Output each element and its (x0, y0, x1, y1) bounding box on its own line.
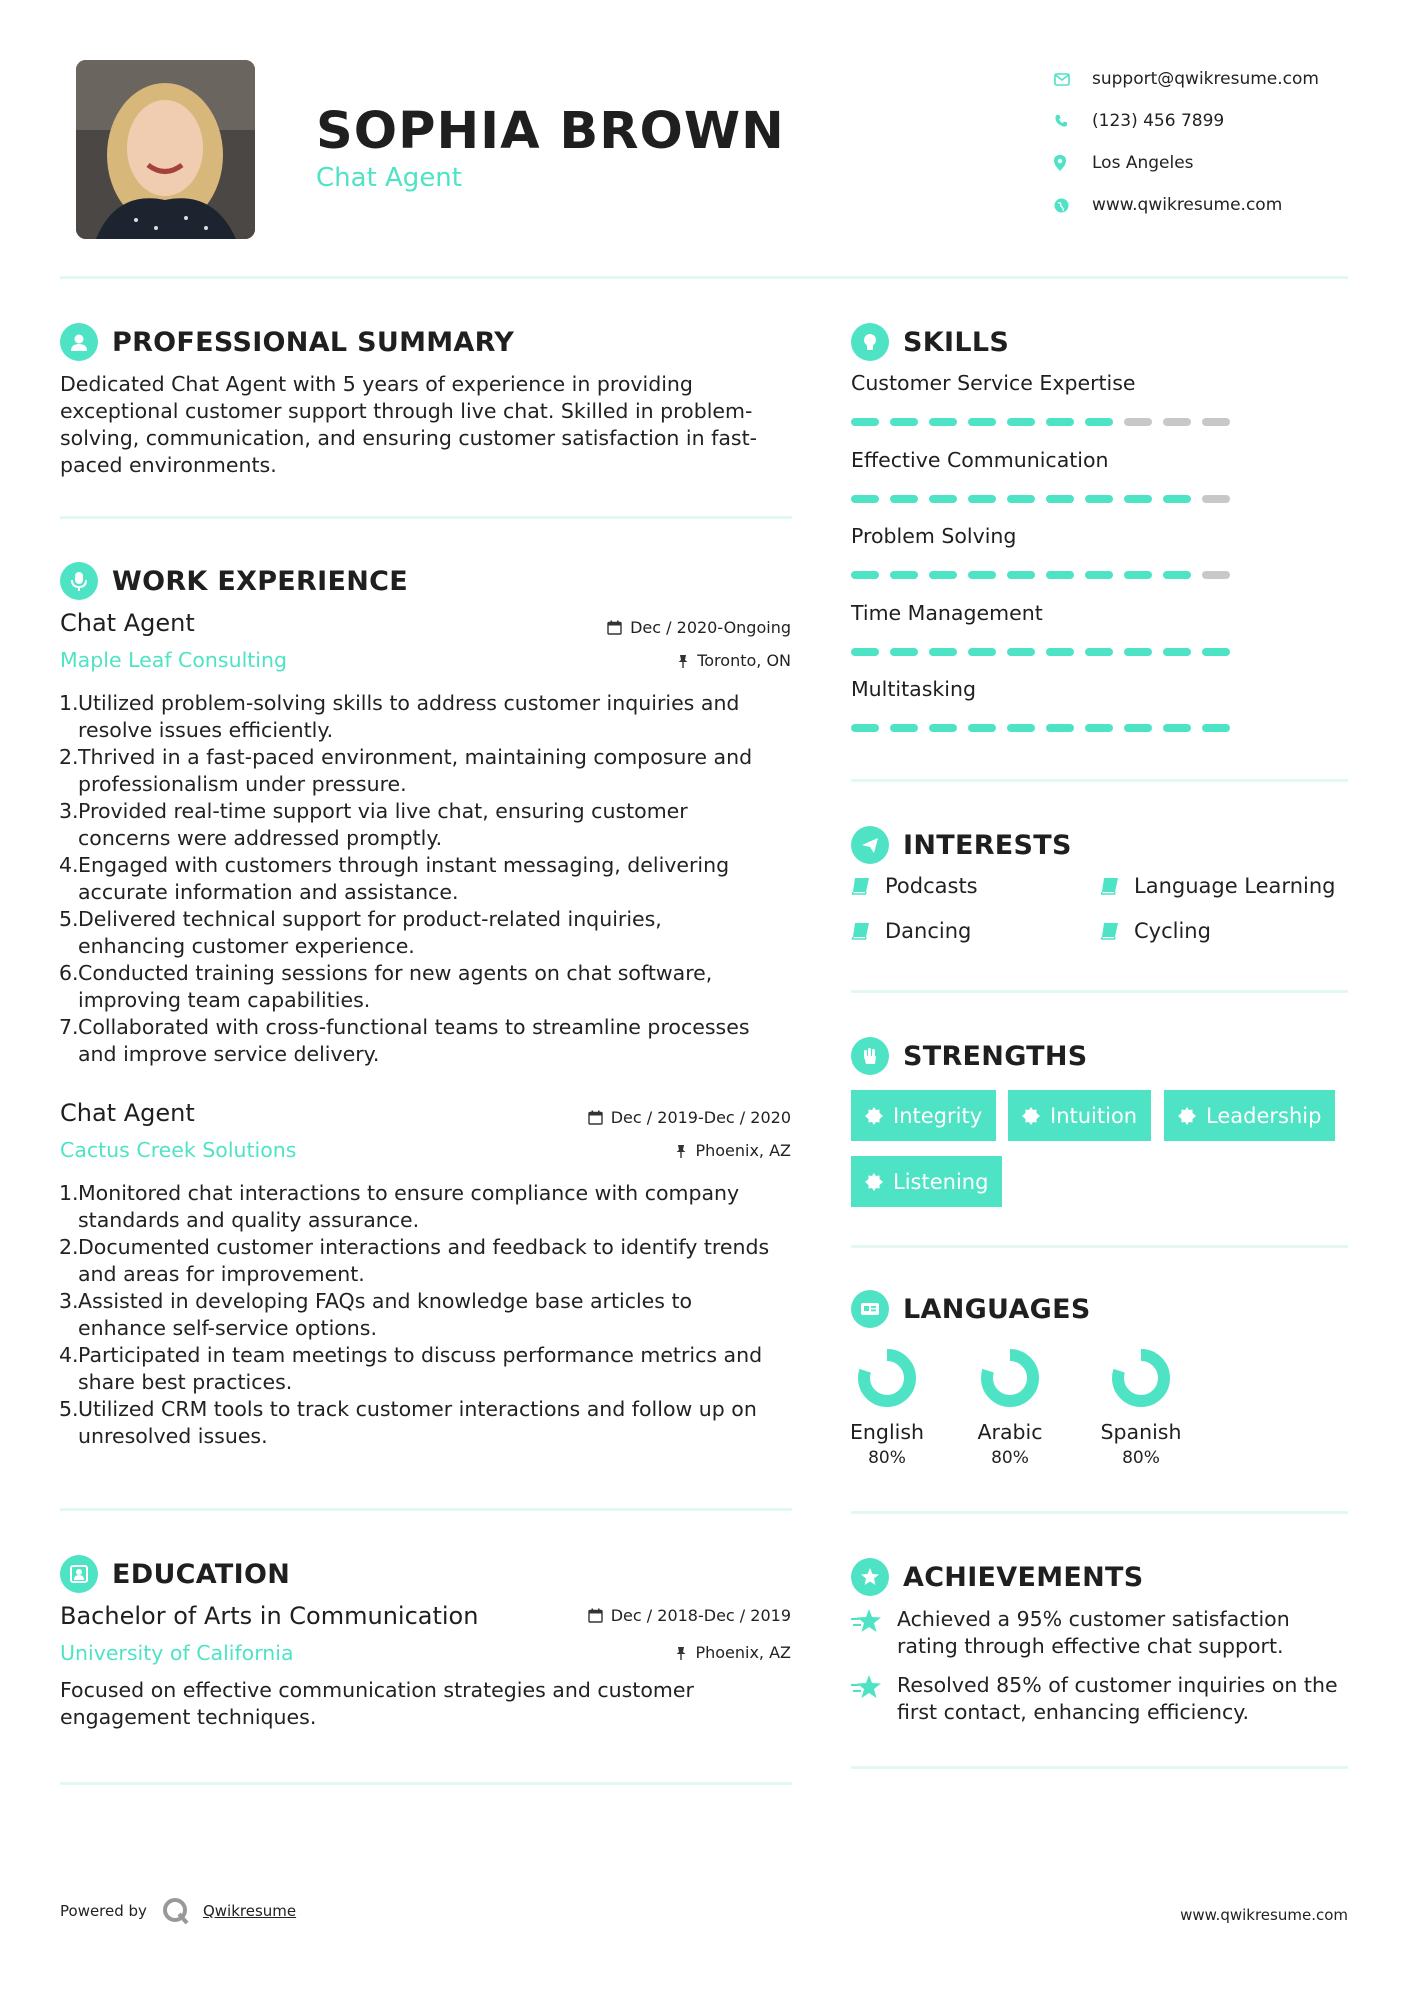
job-title: Chat Agent (60, 609, 195, 637)
interest-item (1100, 919, 1211, 943)
skill-dash-filled (890, 495, 918, 503)
list-item: 4. Engaged with customers through instant messaging, delivering accurate information and assistance. (59, 853, 730, 904)
skill-dash-filled (1007, 495, 1035, 503)
language-ring (978, 1346, 1042, 1410)
microphone-icon (60, 562, 98, 600)
interest-item (851, 874, 978, 898)
language-name: Arabic (977, 1420, 1043, 1444)
skill-dash-filled (1124, 648, 1152, 656)
strength-label: Listening (893, 1169, 989, 1194)
job-location-text: Toronto, ON (697, 651, 791, 670)
interest-label: Cycling (1134, 919, 1211, 943)
star-icon (851, 1608, 883, 1636)
skill-dash-filled (968, 724, 996, 732)
job-company: Maple Leaf Consulting (60, 648, 288, 672)
skill-dash-empty (1124, 418, 1152, 426)
section-divider (851, 1245, 1348, 1248)
language-name: English (849, 1420, 925, 1444)
education-date-text: Dec / 2018-Dec / 2019 (610, 1606, 791, 1625)
skill-dash-filled (1085, 495, 1113, 503)
skill-dash-empty (1202, 418, 1230, 426)
book-icon (1100, 922, 1120, 940)
achievement-line: Resolved 85% of customer inquiries on the (897, 1673, 1338, 1697)
list-item: 3. Assisted in developing FAQs and knowledge base articles to enhance self-service options. (59, 1289, 693, 1340)
skill-dash-filled (1163, 571, 1191, 579)
strengths-title: STRENGTHS (903, 1040, 1088, 1072)
book-icon (1100, 877, 1120, 895)
contact-location-text: Los Angeles (1092, 153, 1194, 173)
list-item: 1. Monitored chat interactions to ensure compliance with company standards and quality assurance. (59, 1181, 740, 1232)
section-divider (851, 1511, 1348, 1514)
education-title: EDUCATION (112, 1558, 291, 1590)
paper-plane-icon (851, 826, 889, 864)
list-item: 1. Utilized problem-solving skills to address customer inquiries and resolve issues efficiently. (59, 691, 740, 742)
skill-dash-filled (1124, 724, 1152, 732)
language-percent: 80% (1122, 1448, 1160, 1468)
skill-dash-filled (1124, 571, 1152, 579)
job-location (675, 1141, 791, 1160)
strength-label: Leadership (1206, 1103, 1322, 1128)
contact-list (1054, 58, 1319, 226)
summary-line: Dedicated Chat Agent with 5 years of experience in providing (60, 372, 693, 396)
lightbulb-icon (851, 323, 889, 361)
strength-label: Integrity (893, 1103, 983, 1128)
job-title: Chat Agent (60, 1099, 195, 1127)
achievement-line: Achieved a 95% customer satisfaction (897, 1607, 1290, 1631)
education-heading (60, 1555, 290, 1593)
skill-dash-filled (1085, 648, 1113, 656)
languages-title: LANGUAGES (903, 1293, 1091, 1325)
list-item: 2. Documented customer interactions and feedback to identify trends and areas for improvement. (59, 1235, 770, 1286)
achievements-title: ACHIEVEMENTS (903, 1561, 1144, 1593)
interest-label: Dancing (885, 919, 972, 943)
qwikresume-link[interactable]: Qwikresume (202, 1902, 297, 1920)
summary-line: exceptional customer support through live chat. Skilled in problem- (60, 399, 753, 423)
language-item (1096, 1346, 1186, 1468)
list-item: 5. Utilized CRM tools to track customer interactions and follow up on unresolved issues. (59, 1397, 757, 1448)
contact-location (1054, 142, 1319, 184)
skill-dash-filled (890, 571, 918, 579)
interests-title: INTERESTS (903, 829, 1072, 861)
candidate-role: Chat Agent (316, 163, 462, 193)
skill-dash-filled (1046, 571, 1074, 579)
job-date-text: Dec / 2020-Ongoing (630, 618, 791, 637)
interests-heading (851, 826, 1072, 864)
strength-tag (851, 1090, 996, 1141)
list-item: 4. Participated in team meetings to discuss performance metrics and share best practices. (59, 1343, 763, 1394)
profile-photo (76, 60, 255, 239)
skill-dash-filled (968, 418, 996, 426)
list-item: 5. Delivered technical support for product-related inquiries, enhancing customer experience. (59, 907, 662, 958)
language-item (842, 1346, 932, 1468)
skill-name: Problem Solving (851, 524, 1017, 548)
language-name: Spanish (1100, 1420, 1182, 1444)
skill-level-bar (851, 571, 1241, 579)
job-date (588, 1108, 791, 1127)
id-card-icon (851, 1290, 889, 1328)
education-line: Focused on effective communication strategies and customer (60, 1678, 694, 1702)
skill-name: Time Management (851, 600, 1043, 625)
interest-item (1100, 874, 1335, 898)
skill-dash-filled (1007, 648, 1035, 656)
language-item (965, 1346, 1055, 1468)
education-description (60, 1677, 800, 1731)
person-icon (60, 323, 98, 361)
skill-level-bar (851, 724, 1241, 732)
skill-dash-filled (1085, 571, 1113, 579)
envelope-icon (1054, 73, 1092, 86)
degree-title: Bachelor of Arts in Communication (60, 1602, 479, 1630)
language-percent: 80% (868, 1448, 906, 1468)
footer-url[interactable]: www.qwikresume.com (1180, 1906, 1348, 1924)
summary-line: solving, communication, and ensuring customer satisfaction in fast- (60, 426, 757, 450)
job-responsibilities (60, 1180, 800, 1450)
strength-tag (1164, 1090, 1335, 1141)
section-divider (60, 1782, 792, 1785)
skill-dash-filled (851, 571, 879, 579)
contact-email[interactable] (1054, 58, 1319, 100)
skill-dash-filled (1046, 495, 1074, 503)
skill-dash-filled (851, 495, 879, 503)
skill-dash-filled (1202, 648, 1230, 656)
skill-dash-filled (1046, 648, 1074, 656)
language-ring-arc (1118, 1355, 1164, 1401)
interest-label: Language Learning (1134, 874, 1336, 898)
achievements-heading (851, 1558, 1144, 1596)
languages-heading (851, 1290, 1091, 1328)
skill-dash-filled (968, 495, 996, 503)
skill-dash-empty (1202, 571, 1230, 579)
education-date (588, 1606, 791, 1625)
skill-dash-filled (1046, 418, 1074, 426)
section-divider (851, 1766, 1348, 1769)
skill-level-bar (851, 418, 1241, 426)
strength-tag (851, 1156, 1002, 1207)
skill-dash-filled (890, 724, 918, 732)
phone-icon (1054, 114, 1092, 128)
skill-dash-filled (929, 418, 957, 426)
strengths-heading (851, 1037, 1088, 1075)
star-badge-icon (851, 1558, 889, 1596)
language-percent: 80% (991, 1448, 1029, 1468)
strength-tag (1008, 1090, 1151, 1141)
skill-dash-filled (929, 648, 957, 656)
skill-dash-filled (851, 418, 879, 426)
experience-title: WORK EXPERIENCE (112, 565, 408, 597)
hand-icon (851, 1037, 889, 1075)
summary-title: PROFESSIONAL SUMMARY (112, 326, 515, 358)
skill-dash-filled (1163, 648, 1191, 656)
interest-item (851, 919, 971, 943)
pushpin-icon (675, 1144, 687, 1158)
graduate-icon (60, 1555, 98, 1593)
skill-dash-filled (1202, 724, 1230, 732)
badge-icon (1022, 1107, 1040, 1125)
skills-title: SKILLS (903, 326, 1010, 358)
language-ring-arc (987, 1355, 1033, 1401)
skill-dash-filled (1163, 724, 1191, 732)
interest-label: Podcasts (885, 874, 978, 898)
summary-heading (60, 323, 514, 361)
skill-dash-filled (1007, 418, 1035, 426)
powered-by-label: Powered by (60, 1902, 147, 1920)
contact-phone-text: (123) 456 7899 (1092, 111, 1225, 131)
summary-line: paced environments. (60, 453, 277, 477)
skill-dash-filled (851, 648, 879, 656)
skills-heading (851, 323, 1009, 361)
book-icon (851, 877, 871, 895)
header-divider (60, 276, 1348, 279)
skill-dash-filled (968, 648, 996, 656)
summary-text (60, 371, 800, 479)
job-date-text: Dec / 2019-Dec / 2020 (610, 1108, 791, 1127)
experience-heading (60, 562, 408, 600)
skill-dash-filled (1007, 571, 1035, 579)
skill-dash-filled (1163, 495, 1191, 503)
globe-icon (1054, 198, 1092, 213)
qwikresume-logo-icon (161, 1896, 191, 1926)
section-divider (60, 516, 792, 519)
skill-dash-filled (1085, 724, 1113, 732)
skill-name: Multitasking (851, 677, 976, 701)
skill-name: Effective Communication (851, 447, 1109, 472)
footer-powered-by (60, 1896, 296, 1926)
skill-dash-empty (1202, 495, 1230, 503)
list-item: 2. Thrived in a fast-paced environment, maintaining composure and professionalism under pressure. (59, 745, 753, 796)
list-item: 6. Conducted training sessions for new agents on chat software, improving team capabilities. (59, 961, 713, 1012)
section-divider (851, 990, 1348, 993)
skill-dash-filled (929, 495, 957, 503)
section-divider (851, 779, 1348, 782)
job-date (607, 618, 791, 637)
contact-website[interactable] (1054, 184, 1319, 226)
badge-icon (865, 1173, 883, 1191)
skill-dash-filled (929, 724, 957, 732)
job-location (677, 651, 791, 670)
badge-icon (865, 1107, 883, 1125)
pushpin-icon (675, 1646, 687, 1660)
skill-dash-filled (968, 571, 996, 579)
skill-dash-filled (1085, 418, 1113, 426)
skill-dash-filled (1007, 724, 1035, 732)
language-ring (1109, 1346, 1173, 1410)
candidate-name: SOPHIA BROWN (316, 102, 785, 161)
star-icon (851, 1674, 883, 1702)
achievement-line: rating through effective chat support. (897, 1634, 1284, 1658)
skill-dash-filled (1046, 724, 1074, 732)
location-pin-icon (1054, 155, 1092, 171)
contact-phone[interactable] (1054, 100, 1319, 142)
calendar-icon (588, 1110, 603, 1125)
skill-level-bar (851, 648, 1241, 656)
skill-dash-filled (929, 571, 957, 579)
badge-icon (1178, 1107, 1196, 1125)
job-company: Cactus Creek Solutions (60, 1138, 297, 1162)
calendar-icon (588, 1608, 603, 1623)
calendar-icon (607, 620, 622, 635)
education-line: engagement techniques. (60, 1705, 317, 1729)
education-location (675, 1643, 791, 1662)
skill-dash-filled (851, 724, 879, 732)
skill-level-bar (851, 495, 1241, 503)
section-divider (60, 1508, 792, 1511)
skill-dash-filled (1124, 495, 1152, 503)
contact-website-text: www.qwikresume.com (1092, 195, 1283, 215)
book-icon (851, 922, 871, 940)
education-location-text: Phoenix, AZ (695, 1643, 791, 1662)
job-location-text: Phoenix, AZ (695, 1141, 791, 1160)
achievement-item (851, 1606, 1351, 1660)
list-item: 3. Provided real-time support via live chat, ensuring customer concerns were addressed promptly. (59, 799, 688, 850)
strength-label: Intuition (1050, 1103, 1138, 1128)
achievement-line: first contact, enhancing efficiency. (897, 1700, 1249, 1724)
language-ring-arc (864, 1355, 910, 1401)
language-ring (855, 1346, 919, 1410)
job-responsibilities (60, 690, 800, 1068)
contact-email-text: support@qwikresume.com (1092, 69, 1319, 89)
skill-dash-filled (890, 648, 918, 656)
skill-dash-filled (890, 418, 918, 426)
pushpin-icon (677, 654, 689, 668)
skill-dash-empty (1163, 418, 1191, 426)
skill-name: Customer Service Expertise (851, 371, 1136, 395)
school-name: University of California (60, 1641, 294, 1665)
list-item: 7. Collaborated with cross-functional teams to streamline processes and improve service delivery. (59, 1015, 750, 1066)
achievement-item (851, 1672, 1351, 1726)
